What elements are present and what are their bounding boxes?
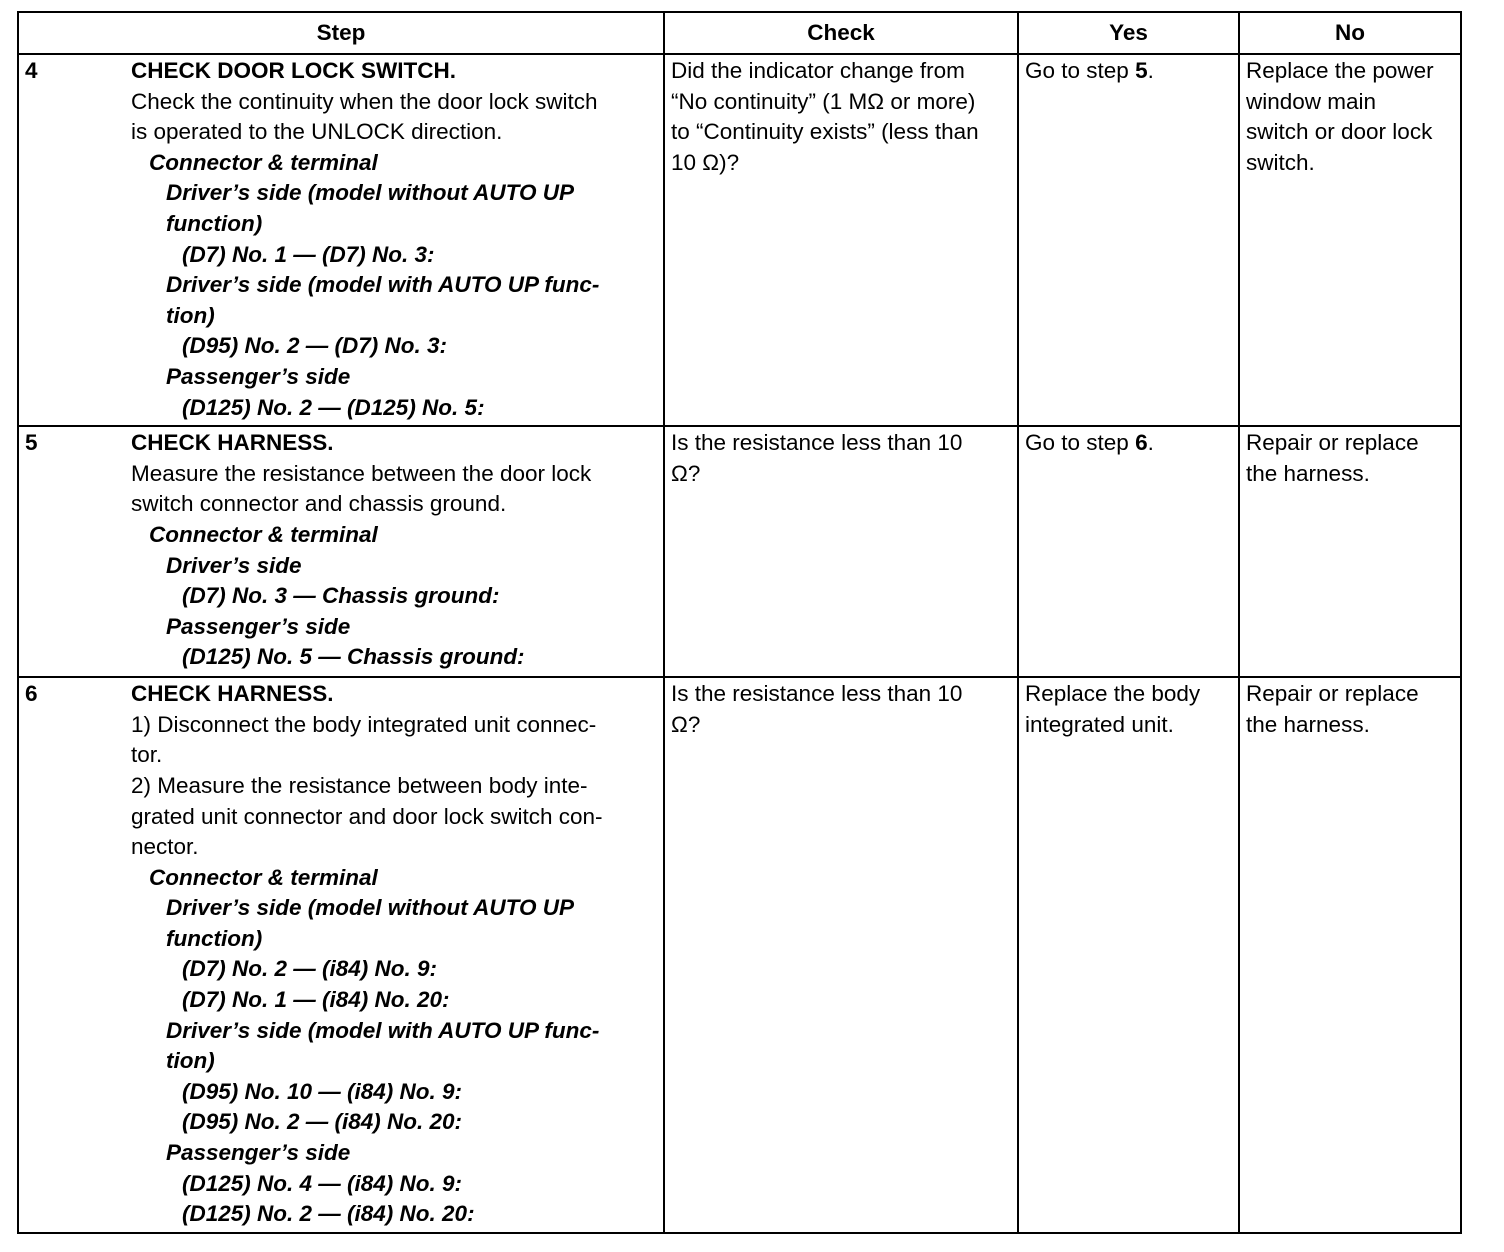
terminal-pair: (D7) No. 1 — (D7) No. 3: (182, 241, 435, 267)
side-label: function) (166, 925, 263, 951)
terminal-pair: (D125) No. 5 — Chassis ground: (182, 644, 525, 670)
side-label: Passenger’s side (166, 363, 351, 389)
no-line: window main (1246, 88, 1377, 114)
check-line: “No continuity” (1 MΩ or more) (671, 88, 976, 114)
header-step: Step (18, 12, 664, 54)
side-label: Passenger’s side (166, 1140, 351, 1166)
side-label: Driver’s side (model without AUTO UP (166, 895, 574, 921)
no-line: the harness. (1246, 460, 1370, 486)
step-description-line: grated unit connector and door lock switch con- (131, 803, 603, 829)
terminal-pair: (D125) No. 2 — (i84) No. 20: (182, 1201, 475, 1227)
yes-suffix: . (1147, 58, 1154, 83)
yes-line: Replace the body (1025, 681, 1201, 707)
side-label: tion) (166, 302, 215, 328)
step-cell (18, 677, 664, 1233)
step-title: CHECK HARNESS. (131, 430, 334, 456)
check-line: 10 Ω)? (671, 149, 740, 175)
check-cell (664, 54, 1018, 426)
terminal-pair: (D95) No. 2 — (D7) No. 3: (182, 333, 448, 359)
yes-cell (1018, 54, 1239, 426)
check-line: Ω? (671, 460, 701, 486)
check-cell (664, 426, 1018, 677)
step-description-line: is operated to the UNLOCK direction. (131, 119, 503, 145)
table-row (18, 677, 1461, 1233)
no-line: the harness. (1246, 711, 1370, 737)
terminal-pair: (D125) No. 2 — (D125) No. 5: (182, 394, 485, 420)
yes-cell (1018, 677, 1239, 1233)
side-label: Driver’s side (model with AUTO UP func- (166, 1017, 600, 1043)
table-row (18, 426, 1461, 677)
terminal-pair: (D95) No. 2 — (i84) No. 20: (182, 1109, 463, 1135)
no-line: Replace the power (1246, 58, 1434, 83)
no-cell (1239, 677, 1461, 1233)
step-description-line: nector. (131, 834, 199, 860)
header-yes: Yes (1018, 12, 1239, 54)
yes-step-number: 6 (1135, 430, 1148, 456)
side-label: Driver’s side (166, 552, 302, 578)
yes-line (1025, 428, 1232, 459)
side-label: Driver’s side (model without AUTO UP (166, 180, 574, 206)
step-cell (18, 426, 664, 677)
step-description-line: 2) Measure the resistance between body inte- (131, 772, 588, 798)
header-check: Check (664, 12, 1018, 54)
no-line: Repair or replace (1246, 430, 1419, 456)
connector-terminal-label: Connector & terminal (149, 521, 378, 547)
connector-terminal-label: Connector & terminal (149, 149, 378, 175)
step-title: CHECK HARNESS. (131, 681, 334, 707)
header-no: No (1239, 12, 1461, 54)
yes-step-number: 5 (1135, 58, 1148, 83)
terminal-pair: (D95) No. 10 — (i84) No. 9: (182, 1078, 463, 1104)
step-number: 5 (25, 430, 38, 456)
step-number: 6 (25, 681, 38, 707)
step-description-line: switch connector and chassis ground. (131, 491, 507, 517)
side-label: Driver’s side (model with AUTO UP func- (166, 272, 600, 298)
check-cell (664, 677, 1018, 1233)
yes-suffix: . (1147, 430, 1154, 456)
table-row (18, 54, 1461, 426)
terminal-pair: (D125) No. 4 — (i84) No. 9: (182, 1170, 463, 1196)
no-cell (1239, 54, 1461, 426)
step-title: CHECK DOOR LOCK SWITCH. (131, 58, 456, 83)
side-label: tion) (166, 1048, 215, 1074)
yes-prefix: Go to step (1025, 58, 1136, 83)
terminal-pair: (D7) No. 3 — Chassis ground: (182, 583, 500, 609)
check-line: Did the indicator change from (671, 58, 965, 83)
step-description-line: Check the continuity when the door lock switch (131, 88, 598, 114)
yes-cell (1018, 426, 1239, 677)
yes-line (1025, 56, 1232, 87)
no-line: switch or door lock (1246, 119, 1433, 145)
yes-line: integrated unit. (1025, 711, 1174, 737)
step-description-line: tor. (131, 742, 163, 768)
check-line: Is the resistance less than 10 (671, 681, 963, 707)
side-label: function) (166, 210, 263, 236)
step-cell (18, 54, 664, 426)
step-description-line: Measure the resistance between the door lock (131, 460, 592, 486)
terminal-pair: (D7) No. 1 — (i84) No. 20: (182, 987, 450, 1013)
yes-prefix: Go to step (1025, 430, 1136, 456)
check-line: Is the resistance less than 10 (671, 430, 963, 456)
check-line: to “Continuity exists” (less than (671, 119, 979, 145)
terminal-pair: (D7) No. 2 — (i84) No. 9: (182, 956, 438, 982)
check-line: Ω? (671, 711, 701, 737)
connector-terminal-label: Connector & terminal (149, 864, 378, 890)
step-number: 4 (25, 58, 38, 83)
no-line: switch. (1246, 149, 1315, 175)
header-row (18, 12, 1461, 54)
no-line: Repair or replace (1246, 681, 1419, 707)
no-cell (1239, 426, 1461, 677)
step-description-line: 1) Disconnect the body integrated unit connec- (131, 711, 597, 737)
side-label: Passenger’s side (166, 613, 351, 639)
diagnostic-table (17, 11, 1462, 1234)
